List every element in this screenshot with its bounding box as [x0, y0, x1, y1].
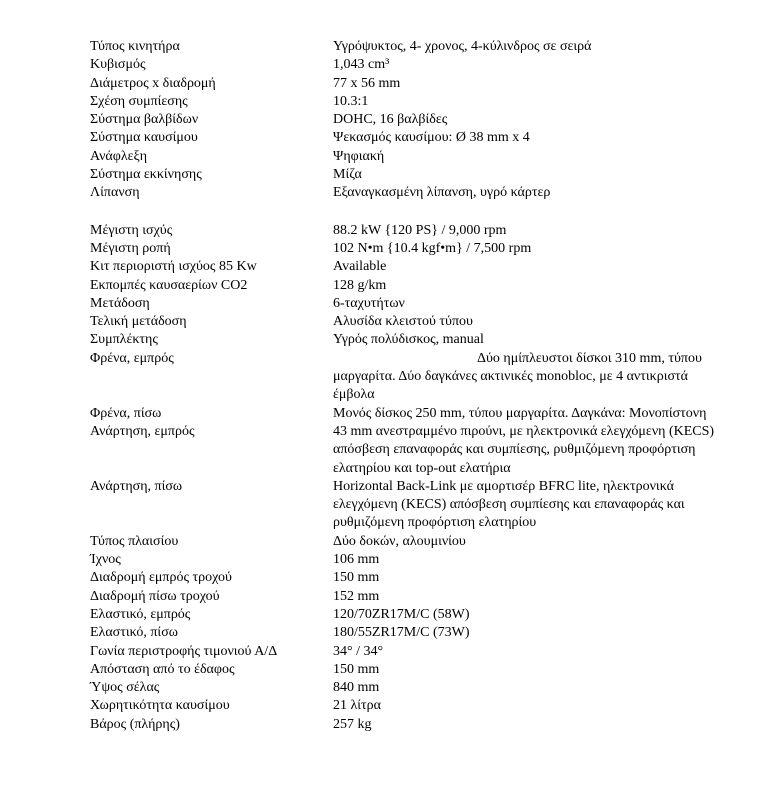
spec-value: 43 mm ανεστραμμένο πιρούνι, με ηλεκτρονικά ελεγχόμενη (KECS) απόσβεση επαναφοράς και συμπίεσης, ρυθμιζόμενη προφόρτιση ελατηρίου και top-out ελατήρια — [333, 423, 715, 476]
spec-row — [90, 405, 725, 423]
spec-row — [90, 38, 725, 56]
spec-value: 102 N•m {10.4 kgf•m} / 7,500 rpm — [333, 240, 532, 256]
spec-label: Γωνία περιστροφής τιμονιού Α/Δ — [90, 643, 278, 659]
spec-row — [90, 277, 725, 295]
spec-value: 1,043 cm³ — [333, 57, 390, 73]
spec-label: Τύπος πλαισίου — [90, 533, 179, 549]
spec-label: Ελαστικό, πίσω — [90, 625, 178, 641]
spec-value: 150 mm — [333, 570, 380, 586]
spec-row — [90, 423, 725, 478]
spec-row — [90, 240, 725, 258]
spec-row — [90, 222, 725, 240]
spec-row — [90, 624, 725, 642]
spec-row — [90, 478, 725, 533]
spec-value: 88.2 kW {120 PS} / 9,000 rpm — [333, 222, 507, 238]
spec-label: Σύστημα καυσίμου — [90, 130, 198, 146]
spec-label: Διαδρομή πίσω τροχού — [90, 588, 220, 604]
spec-value: Δύο ημίπλευστοι δίσκοι 310 mm, τύπου μαργαρίτα. Δύο δαγκάνες ακτινικές monobloc, με 4 αντικριστά έμβολα — [333, 350, 702, 403]
spec-value: 180/55ZR17M/C (73W) — [333, 625, 470, 641]
spec-label: Ελαστικό, εμπρός — [90, 606, 191, 622]
spec-label — [90, 203, 333, 222]
spec-value: Μίζα — [333, 167, 362, 183]
spec-label: Μέγιστη ισχύς — [90, 222, 173, 238]
spec-label: Φρένα, πίσω — [90, 405, 162, 421]
spec-value: 21 λίτρα — [333, 698, 382, 714]
spec-row — [90, 588, 725, 606]
spec-label: Μετάδοση — [90, 295, 150, 311]
spec-row — [90, 697, 725, 715]
spec-row — [90, 679, 725, 697]
spec-label: Τύπος κινητήρα — [90, 39, 180, 54]
spec-label: Ανάφλεξη — [90, 148, 148, 164]
spec-label: Μέγιστη ροπή — [90, 240, 171, 256]
spec-value: 152 mm — [333, 588, 380, 604]
spec-label: Εκπομπές καυσαερίων CO2 — [90, 277, 248, 293]
spec-value: Available — [333, 259, 387, 275]
spec-table — [90, 38, 725, 734]
spec-row — [90, 75, 725, 93]
spec-label: Ίχνος — [90, 552, 121, 568]
spec-label: Ανάρτηση, εμπρός — [90, 423, 195, 439]
spec-value: Εξαναγκασμένη λίπανση, υγρό κάρτερ — [333, 185, 551, 201]
spec-row — [90, 93, 725, 111]
spec-value: 840 mm — [333, 680, 380, 696]
spec-row — [90, 606, 725, 624]
spec-label: Ύψος σέλας — [90, 680, 160, 696]
spec-value: 257 kg — [333, 716, 372, 732]
spec-label: Κιτ περιοριστή ισχύος 85 Kw — [90, 259, 257, 275]
spec-value: Υγρόψυκτος, 4- χρονος, 4-κύλινδρος σε σειρά — [333, 39, 592, 54]
spec-row — [90, 643, 725, 661]
spec-value: 128 g/km — [333, 277, 387, 293]
spec-value: Μονός δίσκος 250 mm, τύπου μαργαρίτα. Δαγκάνα: Μονοπίστονη — [333, 405, 707, 421]
spec-row — [90, 661, 725, 679]
spec-row — [90, 569, 725, 587]
spec-label: Φρένα, εμπρός — [90, 350, 174, 366]
spec-label: Σχέση συμπίεσης — [90, 93, 188, 109]
spec-label: Διάμετρος x διαδρομή — [90, 75, 216, 91]
spec-label: Τελική μετάδοση — [90, 314, 187, 330]
spec-label: Χωρητικότητα καυσίμου — [90, 698, 230, 714]
spec-value: Horizontal Back-Link με αμορτισέρ BFRC lite, ηλεκτρονικά ελεγχόμενη (KECS) απόσβεση συμπίεσης και επαναφοράς και ρυθμιζόμενη προφόρτιση ελατηρίου — [333, 478, 685, 531]
spec-label: Λίπανση — [90, 185, 140, 201]
spec-row — [90, 166, 725, 184]
spec-row — [90, 129, 725, 147]
spec-value: 106 mm — [333, 552, 380, 568]
spec-row — [90, 716, 725, 734]
spec-label: Ανάρτηση, πίσω — [90, 478, 183, 494]
spec-value: Δύο δοκών, αλουμινίου — [333, 533, 466, 549]
spacer-row — [90, 203, 725, 222]
spec-value: 10.3:1 — [333, 93, 369, 109]
spec-row — [90, 313, 725, 331]
spec-label: Βάρος (πλήρης) — [90, 716, 180, 732]
spec-label: Κυβισμός — [90, 57, 146, 73]
spec-row — [90, 533, 725, 551]
spec-label: Σύστημα εκκίνησης — [90, 167, 202, 183]
spec-row — [90, 551, 725, 569]
spec-value: 6-ταχυτήτων — [333, 295, 405, 311]
spec-label: Συμπλέκτης — [90, 332, 158, 348]
spec-row — [90, 295, 725, 313]
spec-value: Αλυσίδα κλειστού τύπου — [333, 314, 473, 330]
spec-row — [90, 111, 725, 129]
spec-value: Ψηφιακή — [333, 148, 385, 164]
spec-value: 120/70ZR17M/C (58W) — [333, 606, 470, 622]
spec-value: 150 mm — [333, 661, 380, 677]
spec-value-wrap — [333, 350, 725, 405]
spec-row — [90, 331, 725, 349]
spec-row — [90, 258, 725, 276]
spec-label: Σύστημα βαλβίδων — [90, 112, 199, 128]
spec-row — [90, 350, 725, 405]
spec-value — [333, 203, 725, 222]
spec-row — [90, 184, 725, 202]
spec-row — [90, 148, 725, 166]
spec-label: Απόσταση από το έδαφος — [90, 661, 235, 677]
spec-label: Διαδρομή εμπρός τροχού — [90, 570, 232, 586]
spec-value: Ψεκασμός καυσίμου: Ø 38 mm x 4 — [333, 130, 530, 146]
spec-value: 34° / 34° — [333, 643, 384, 659]
spec-value: DOHC, 16 βαλβίδες — [333, 112, 448, 128]
spec-value: Υγρός πολύδισκος, manual — [333, 332, 484, 348]
spec-value: 77 x 56 mm — [333, 75, 401, 91]
spec-row — [90, 56, 725, 74]
